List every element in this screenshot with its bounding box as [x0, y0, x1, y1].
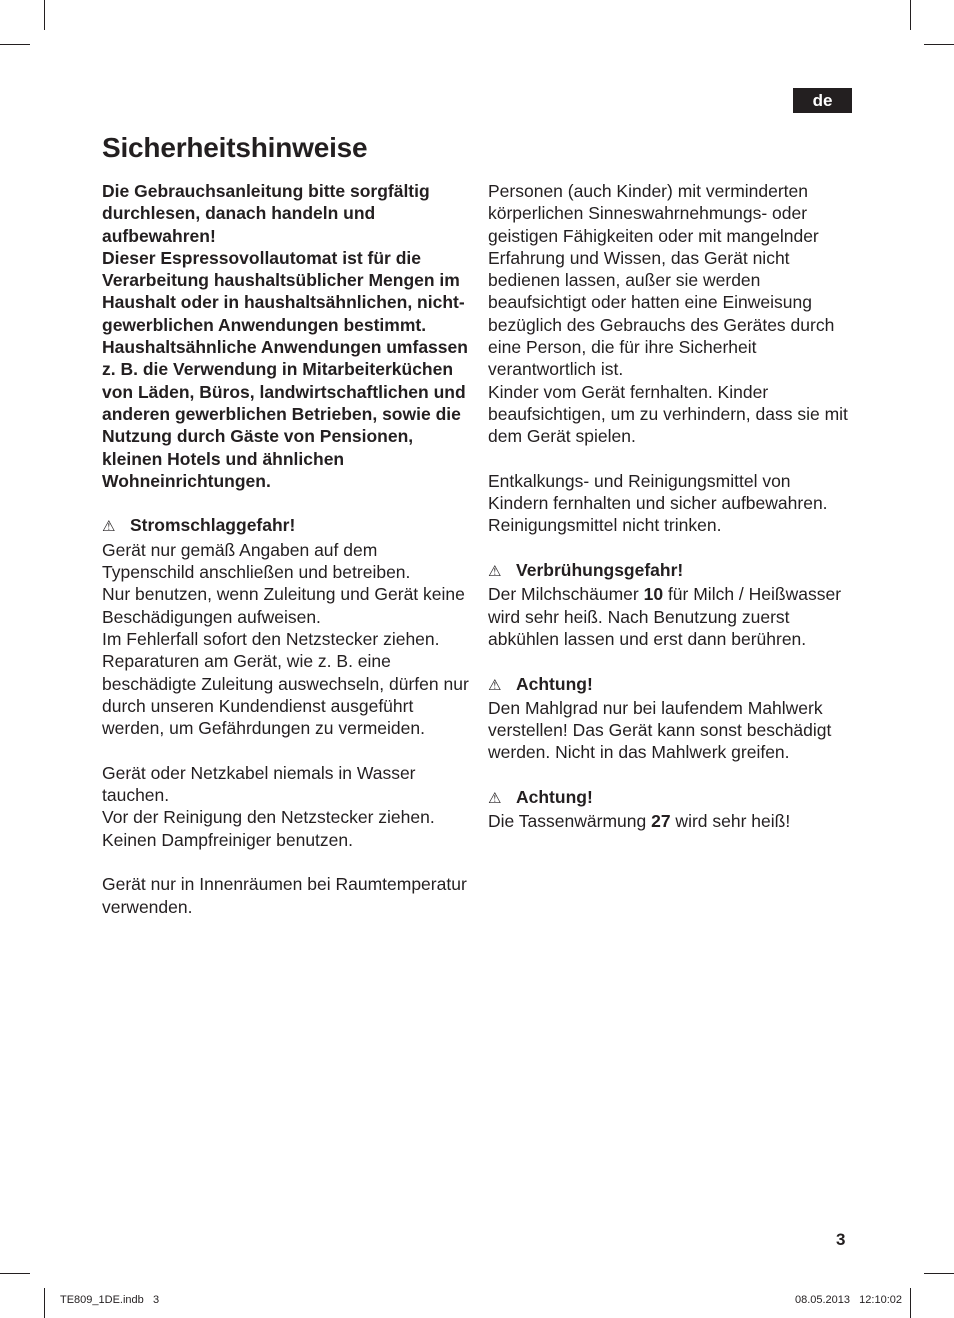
- warning-triangle-icon: ⚠: [488, 790, 502, 808]
- crop-mark: [924, 44, 954, 45]
- part-number: 27: [651, 811, 671, 832]
- crop-mark: [910, 1288, 911, 1318]
- cup-text-part: Die Tassenwärmung: [488, 811, 652, 832]
- print-slug-date: 08.05.2013 12:10:02: [794, 1294, 902, 1306]
- intended-use-paragraph: Dieser Espressovollautomat ist für die Verarbeitung haushaltsüblicher Mengen im Haushalt oder in haushaltsähnlichen, nicht-gewerblichen Anwendungen bestimmt. Haushaltsähnliche Anwendungen umfassen z. B. die Verwendung in Mitarbeiterküchen von Läden, Büros, landwirtschaftlichen und anderen gewerblichen Betrieben, sowie die Nutzung durch Gäste von Pensionen, kleinen Hotels und ähnlichen Wohneinrichtungen.: [102, 247, 468, 491]
- right-column: [488, 180, 854, 855]
- crop-mark: [0, 44, 30, 45]
- warning-heading-text: Achtung!: [516, 673, 593, 694]
- crop-mark: [44, 1288, 45, 1318]
- crop-mark: [44, 0, 45, 30]
- shock-text: Im Fehlerfall sofort den Netzstecker ziehen.: [102, 628, 440, 649]
- shock-text: Nur benutzen, wenn Zuleitung und Gerät keine Beschädigungen aufweisen.: [102, 584, 465, 627]
- crop-mark: [924, 1273, 954, 1274]
- shock-text: Reparaturen am Gerät, wie z. B. eine beschädigte Zuleitung auswechseln, dürfen nur durch unseren Kundendienst ausgeführt werden, um Gefährdungen zu vermeiden.: [102, 651, 469, 739]
- left-column: [102, 180, 474, 940]
- water-text: Keinen Dampfreiniger benutzen.: [102, 829, 353, 850]
- warning-heading-grinder: [488, 673, 854, 697]
- persons-text: Personen (auch Kinder) mit verminderten körperlichen Sinneswahrnehmungs- oder geistigen Fähigkeiten oder mit mangelnder Erfahrung und Wissen, das Gerät nicht bedienen lassen, außer sie werden beaufsichtigt oder hatten eine Einweisung bezüglich des Gebrauchs des Gerätes durch eine Person, die für ihre Sicherheit verantwortlich ist.: [488, 181, 835, 380]
- warning-heading-text: Stromschlaggefahr!: [130, 515, 296, 536]
- cup-warmer-text: [488, 810, 854, 832]
- descaling-text: Reinigungsmittel nicht trinken.: [488, 515, 722, 536]
- crop-mark: [910, 0, 911, 30]
- warning-heading-text: Achtung!: [516, 787, 593, 808]
- warning-triangle-icon: ⚠: [488, 563, 502, 581]
- grinder-text: Den Mahlgrad nur bei laufendem Mahlwerk verstellen! Das Gerät kann sonst beschädigt werden. Nicht in das Mahlwerk greifen.: [488, 697, 832, 763]
- warning-heading-cup-warmer: [488, 786, 854, 810]
- intro-paragraph: Die Gebrauchsanleitung bitte sorgfältig durchlesen, danach handeln und aufbewahren!: [102, 181, 430, 246]
- warning-heading-scald: [488, 559, 854, 583]
- scald-text-part: Der Milchschäumer: [488, 584, 644, 605]
- part-number: 10: [643, 584, 664, 605]
- children-text: Kinder vom Gerät fernhalten. Kinder beaufsichtigen, um zu verhindern, dass sie mit dem Gerät spielen.: [488, 381, 848, 447]
- indoor-text: Gerät nur in Innenräumen bei Raumtemperatur verwenden.: [102, 874, 467, 917]
- print-slug-file: TE809_1DE.indb 3: [60, 1294, 160, 1306]
- warning-triangle-icon: ⚠: [102, 518, 116, 536]
- water-text: Gerät oder Netzkabel niemals in Wasser tauchen.: [102, 762, 416, 806]
- warning-heading-shock: [102, 514, 474, 538]
- warning-triangle-icon: ⚠: [488, 676, 502, 694]
- cup-text-part: wird sehr heiß!: [670, 811, 791, 832]
- water-text: Vor der Reinigung den Netzstecker ziehen.: [102, 807, 435, 828]
- descaling-text: Entkalkungs- und Reinigungsmittel von Kindern fernhalten und sicher aufbewahren.: [488, 470, 828, 514]
- shock-text: Gerät nur gemäß Angaben auf dem Typenschild anschließen und betreiben.: [102, 539, 411, 583]
- scald-text: [488, 583, 854, 650]
- page-title: Sicherheitshinweise: [102, 132, 368, 163]
- warning-heading-text: Verbrühungsgefahr!: [516, 560, 684, 581]
- crop-mark: [0, 1273, 30, 1274]
- page-number: 3: [836, 1230, 846, 1249]
- scald-text-part: für Milch / Heißwasser wird sehr heiß. Nach Benutzung zuerst abkühlen lassen und erst dann berühren.: [488, 584, 842, 649]
- language-badge: de: [793, 88, 852, 113]
